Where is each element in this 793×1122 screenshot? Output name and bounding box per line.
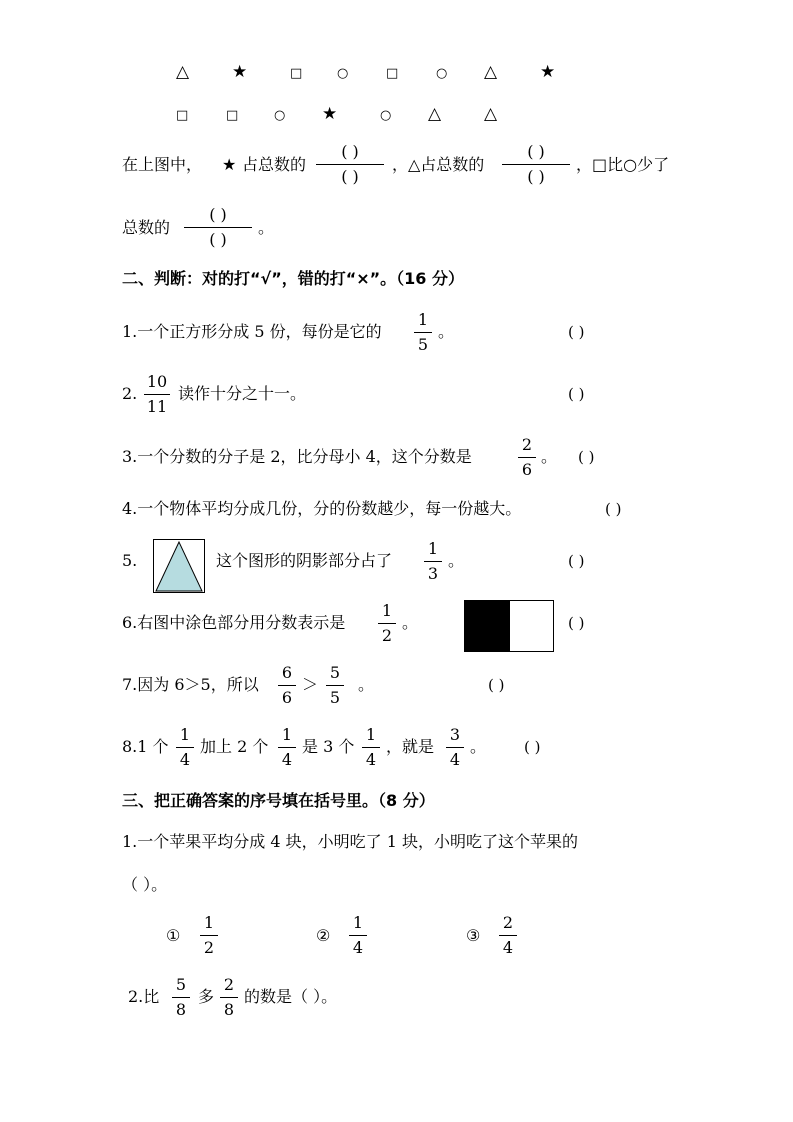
answer-blank[interactable]: ( ) — [524, 738, 541, 756]
item-text: 这个图形的阴影部分占了 — [216, 551, 393, 570]
question-text: ，△占总数的 — [392, 155, 485, 174]
triangle-symbol: △ — [428, 104, 442, 124]
fraction: 2 6 — [518, 435, 536, 480]
item-text: 7.因为 6＞5，所以 — [122, 675, 259, 694]
star-symbol: ★ — [232, 62, 248, 82]
answer-blank[interactable]: ( ) — [568, 614, 585, 632]
option-3-mark[interactable]: ③ — [466, 926, 481, 945]
star-symbol: ★ — [540, 62, 556, 82]
option-2-fraction: 1 4 — [349, 913, 367, 958]
item-text: 。 — [541, 447, 558, 466]
fraction: 3 4 — [446, 725, 464, 770]
fraction: 5 8 — [172, 975, 190, 1020]
item-text: 。 — [402, 613, 419, 632]
triangle-symbol: △ — [484, 62, 498, 82]
fraction: 1 4 — [362, 725, 380, 770]
triangle-symbol: △ — [484, 104, 498, 124]
fraction: 1 3 — [424, 539, 442, 584]
item-text: 加上 2 个 — [200, 737, 269, 756]
square-symbol: □ — [226, 108, 239, 123]
question-text: 总数的 — [122, 218, 171, 237]
circle-symbol: ○ — [337, 66, 349, 81]
question-text: 占总数的 — [242, 155, 307, 174]
answer-blank[interactable]: ( ) — [605, 500, 622, 518]
item-text: 是 3 个 — [302, 737, 355, 756]
question-text: 。 — [258, 218, 275, 237]
item-text: 4.一个物体平均分成几份，分的份数越少，每一份越大。 — [122, 499, 522, 518]
answer-blank[interactable]: ( ) — [488, 676, 505, 694]
fraction: 5 5 — [326, 663, 344, 708]
answer-blank[interactable]: ( ) — [568, 552, 585, 570]
star-symbol: ★ — [222, 155, 237, 174]
item-text: 6.右图中涂色部分用分数表示是 — [122, 613, 346, 632]
item-text: 。 — [448, 551, 465, 570]
option-1-fraction: 1 2 — [200, 913, 218, 958]
star-symbol: ★ — [322, 104, 338, 124]
circle-symbol: ○ — [380, 108, 392, 123]
item-text: 。 — [470, 737, 487, 756]
blank-fraction[interactable]: ( ) ( ) — [316, 142, 384, 187]
square-symbol: □ — [290, 66, 303, 81]
fraction: 1 5 — [414, 310, 432, 355]
item-text: ，就是 — [386, 737, 435, 756]
blank-fraction[interactable]: ( ) ( ) — [184, 205, 252, 250]
triangle-symbol: △ — [176, 62, 190, 82]
shaded-rectangle — [464, 600, 554, 652]
item-text: 。 — [358, 675, 375, 694]
question-1-text: 1.一个苹果平均分成 4 块，小明吃了 1 块，小明吃了这个苹果的 — [122, 832, 578, 851]
fraction: 1 4 — [176, 725, 194, 770]
fraction: 1 2 — [378, 601, 396, 646]
circle-symbol: ○ — [274, 108, 286, 123]
question-1-blank[interactable]: （ ）。 — [122, 875, 168, 894]
question-2-text: 多 — [198, 987, 215, 1006]
option-1-mark[interactable]: ① — [166, 926, 181, 945]
square-symbol: □ — [176, 108, 189, 123]
fraction: 6 6 — [278, 663, 296, 708]
triangle-figure — [153, 539, 205, 593]
section-3-title: 三、把正确答案的序号填在括号里。（8 分） — [122, 791, 435, 810]
item-text: 3.一个分数的分子是 2，比分母小 4，这个分数是 — [122, 447, 472, 466]
fraction: 1 4 — [278, 725, 296, 770]
item-text: 1.一个正方形分成 5 份，每份是它的 — [122, 322, 382, 341]
section-2-title: 二、判断：对的打“√”，错的打“×”。（16 分） — [122, 269, 464, 288]
fraction: 2 8 — [220, 975, 238, 1020]
shaded-half — [465, 601, 509, 651]
circle-symbol: ○ — [436, 66, 448, 81]
question-text: ，□比○少了 — [576, 155, 670, 174]
item-text: 5. — [122, 551, 138, 570]
blank-fraction[interactable]: ( ) ( ) — [502, 142, 570, 187]
answer-blank[interactable]: ( ) — [568, 385, 585, 403]
fraction: 10 11 — [144, 372, 170, 417]
greater-than-sign: ＞ — [302, 675, 319, 694]
question-text: 在上图中， — [122, 155, 203, 174]
item-text: 读作十分之十一。 — [178, 384, 307, 403]
option-3-fraction: 2 4 — [499, 913, 517, 958]
item-text: 2. — [122, 384, 138, 403]
item-text: 8.1 个 — [122, 737, 169, 756]
answer-blank[interactable]: ( ) — [568, 323, 585, 341]
question-2-text: 的数是（ ）。 — [244, 987, 338, 1006]
answer-blank[interactable]: ( ) — [578, 448, 595, 466]
item-text: 。 — [438, 322, 455, 341]
question-2-text: 2.比 — [128, 987, 160, 1006]
square-symbol: □ — [386, 66, 399, 81]
option-2-mark[interactable]: ② — [316, 926, 331, 945]
